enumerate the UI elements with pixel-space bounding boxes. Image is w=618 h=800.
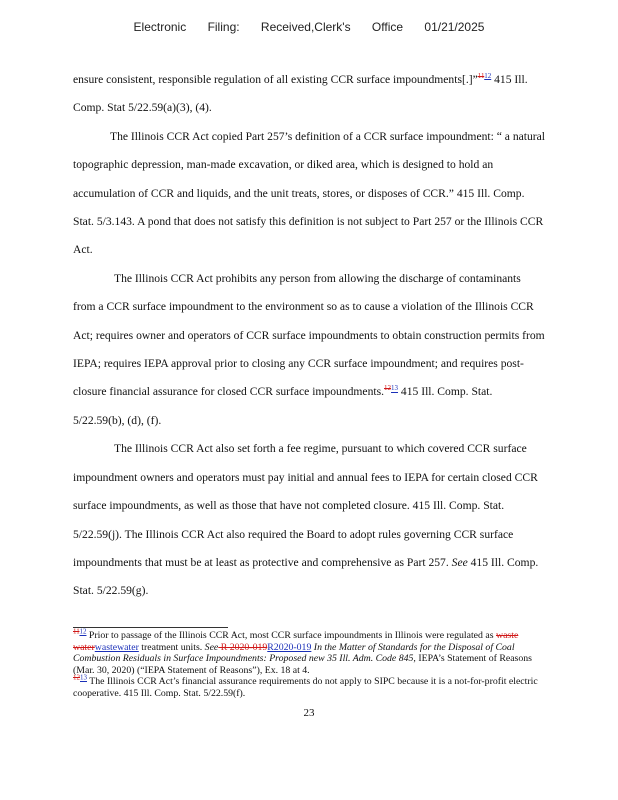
paragraph-4-text: The Illinois CCR Act also set forth a fee regime, pursuant to which covered CCR surface impoundment owners and operators must pay initial and annual fees to IEPA for certain closed CCR surface impoundments, as well as those that have not completed closure. 415 Ill. Comp. Stat. 5/22.59(j). The Illinois CCR Act also required the Board to adopt rules governing CCR surface impoundments that must be at least as protective and comprehensive as Part 257. (73, 442, 538, 569)
footnote-number-new: 12 (79, 627, 87, 636)
footnote-see-signal: See (204, 641, 219, 653)
see-signal: See (451, 555, 468, 569)
footnote-1-text-c: , IEPA’s Statement of Reasons (Mar. 30, 2020) (“IEPA Statement of Reasons”), Ex. 18 at 4. (73, 653, 532, 676)
footnote-ref-new: 13 (391, 384, 399, 393)
footnote-ref-12-13[interactable] (384, 385, 398, 393)
footnote-number-new: 13 (80, 674, 87, 683)
header-office: Office (371, 20, 404, 34)
paragraph-1-text: ensure consistent, responsible regulation of all existing CCR surface impoundments[.]” (73, 73, 478, 86)
paragraph-2: The Illinois CCR Act copied Part 257’s definition of a CCR surface impoundment: “ a natural topographic depression, man-made excavation, or diked area, which is designed to hold an accumulation of CCR and liquids, and the unit treats, stores, or disposes of CCR.” 415 Ill. Comp. Stat. 5/3.143. A pond that does not satisfy this definition is not subject to Part 257 or the Illinois CCR Act. (73, 129, 546, 257)
footnote-2 (73, 676, 548, 699)
footnotes (73, 627, 548, 700)
footnote-ref-old: 12 (384, 384, 392, 393)
footnote-number-old: 11 (73, 627, 80, 636)
paragraph-1-citation: 415 Ill. Comp. Stat 5/22.59(a)(3), (4). (73, 73, 528, 115)
paragraph-3-citation: 415 Ill. Comp. Stat. 5/22.59(b), (d), (f). (73, 385, 493, 427)
inserted-text-wastewater: wastewater (94, 641, 139, 653)
header-date: 01/21/2025 (424, 20, 485, 34)
page-number: 23 (303, 707, 315, 719)
footnote-ref-old: 11 (477, 72, 485, 81)
paragraph-1 (73, 66, 545, 123)
paragraph-3-text: The Illinois CCR Act prohibits any person from allowing the discharge of contaminants from a CCR surface impoundment to the environment so as to cause a violation of the Illinois CCR Act; requires owner and operators of CCR surface impoundments to obtain construction permits from IEPA; requires IEPA approval prior to closing any CCR surface impoundment; and requires post-closure financial assurance for closed CCR surface impoundments. (73, 271, 545, 399)
deleted-text-waste-water: waste water (73, 630, 519, 653)
footnote-ref-11-12[interactable] (478, 72, 491, 80)
footnote-separator (73, 627, 228, 628)
header-electronic: Electronic (133, 20, 187, 34)
footnote-1-text: Prior to passage of the Illinois CCR Act, most CCR surface impoundments in Illinois were regulated as (86, 630, 496, 641)
footnote-ref-new: 12 (484, 72, 492, 81)
deleted-case-number: R 2020-019 (218, 641, 268, 653)
header-received: Received,Clerk's (260, 20, 351, 34)
paragraph-3 (73, 265, 545, 435)
footnote-number-old: 12 (73, 674, 80, 683)
footnote-2-number (73, 674, 87, 682)
inserted-case-number: R2020-019 (267, 641, 312, 653)
document-body (73, 66, 545, 606)
paragraph-4-citation: 415 Ill. Comp. Stat. 5/22.59(g). (73, 555, 539, 598)
footnote-1 (73, 627, 548, 676)
footnote-2-text: The Illinois CCR Act’s financial assurance requirements do not apply to SIPC because it is a not-for-profit electric cooperative. 415 Ill. Comp. Stat. 5/22.59(f). (73, 676, 538, 699)
footnote-1-number (73, 628, 86, 636)
case-title: In the Matter of Standards for the Disposal of Coal Combustion Residuals in Surface Impoundments: Proposed new 35 Ill. Adm. Code 845 (73, 641, 515, 665)
paragraph-4 (73, 435, 545, 605)
filing-stamp-header (0, 20, 618, 34)
footnote-1-text-b: treatment units. (138, 641, 205, 653)
header-filing: Filing: (207, 20, 240, 34)
